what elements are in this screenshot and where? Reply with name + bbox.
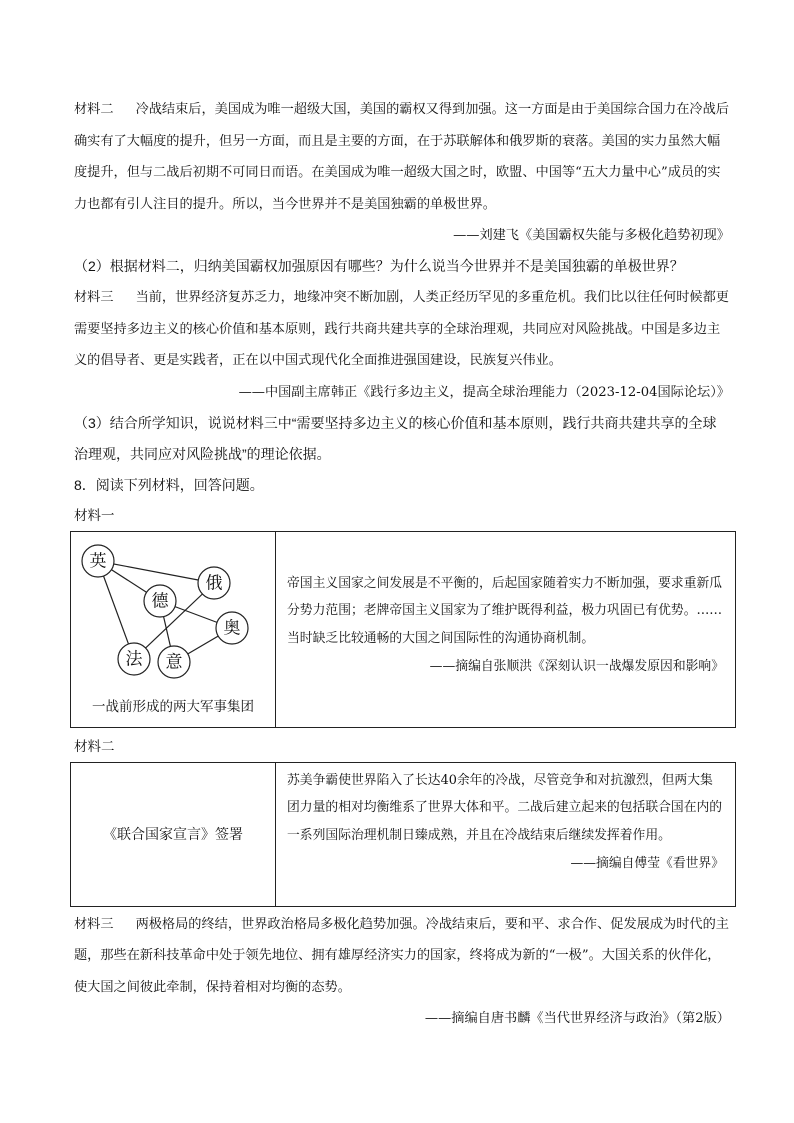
question-2: （2）根据材料二，归纳美国霸权加强原因有哪些？为什么说当今世界并不是美国独霸的单极世界？ — [74, 258, 684, 274]
material2-paragraph — [74, 94, 730, 220]
node-austria: 奥 — [223, 618, 241, 637]
diagram-caption: 一战前形成的两大军事集团 — [92, 698, 254, 714]
material3-paragraph — [74, 282, 730, 377]
material2-source: ——刘建飞《美国霸权失能与多极化趋势初现》 — [453, 228, 730, 243]
m2-text: 苏美争霸使世界陷入了长达40余年的冷战，尽管竞争和对抗激烈，但两大集团力量的相对均衡维系了世界大体和平。二战后建立起来的包括联合国在内的一系列国际治理机制日臻成熟，并且在冷战结束后继续发挥着作用。 — [287, 772, 723, 843]
node-italy: 意 — [165, 652, 183, 671]
node-uk: 英 — [89, 551, 107, 570]
alliance-diagram — [72, 533, 274, 691]
material3-bottom-tag: 材料三 — [74, 916, 114, 932]
material3-text: 当前，世界经济复苏乏力，地缘冲突不断加剧，人类正经历罕见的多重危机。我们比以往任何时候都更需要坚持多边主义的核心价值和基本原则，践行共商共建共享的全球治理观，共同应对风险挑战。中国是多边主义的倡导者、更是实践者，正在以中国式现代化全面推进强国建设，民族复兴伟业。 — [74, 290, 729, 368]
declaration-cell: 《联合国家宣言》签署 — [71, 762, 276, 906]
m1-text: 帝国主义国家之间发展是不平衡的，后起国家随着实力不断加强，要求重新瓜分势力范围；老牌帝国主义国家为了维护既得利益，极力巩固已有优势。……当时缺乏比较通畅的大国之间国际性的沟通协商机制。 — [287, 575, 723, 646]
material3-bottom-text: 两极格局的终结，世界政治格局多极化趋势加强。冷战结束后，要和平、求合作、促发展成为时代的主题，那些在新科技革命中处于领先地位、拥有雄厚经济实力的国家，终将成为新的“一极”。大国关系的伙伴化，使大国之间彼此牵制，保持着相对均衡的态势。 — [74, 916, 729, 995]
material2-text: 冷战结束后，美国成为唯一超级大国，美国的霸权又得到加强。这一方面是由于美国综合国力在冷战后确实有了大幅度的提升，但另一方面，而且是主要的方面，在于苏联解体和俄罗斯的衰落。美国的实力虽然大幅度提升，但与二战后初期不可同日而语。在美国成为唯一超级大国之时，欧盟、中国等“五大力量中心”成员的实力也都有引人注目的提升。所以，当今世界并不是美国独霸的单极世界。 — [74, 102, 729, 212]
material2-text-cell — [276, 762, 736, 906]
material3-source: ——中国副主席韩正《践行多边主义，提高全球治理能力（2023-12-04国际论坛）》 — [238, 384, 730, 400]
m1-source: ——摘编自张顺洪《深刻认识一战爆发原因和影响》 — [429, 659, 724, 674]
m2-source: ——摘编自傅莹《看世界》 — [570, 856, 724, 871]
material2-table — [70, 762, 736, 907]
material1-table — [70, 531, 736, 728]
material2-tag: 材料二 — [74, 102, 114, 117]
alliance-diagram-cell — [71, 531, 276, 727]
material1-text-cell — [276, 531, 736, 727]
m2-label: 材料二 — [74, 738, 115, 754]
node-germany: 德 — [151, 591, 169, 610]
node-russia: 俄 — [205, 573, 223, 592]
m1-label: 材料一 — [74, 507, 115, 523]
question-3: （3）结合所学知识，说说材料三中“需要坚持多边主义的核心价值和基本原则，践行共商共建共享的全球治理观，共同应对风险挑战”的理论依据。 — [74, 414, 717, 462]
page-content — [74, 94, 730, 1034]
node-france: 法 — [125, 649, 143, 668]
question-8: 8．阅读下列材料，回答问题。 — [74, 476, 264, 493]
material3-tag: 材料三 — [74, 290, 114, 305]
material3-bottom-source: ——摘编自唐书麟《当代世界经济与政治》（第2版） — [424, 1011, 730, 1026]
material3-bottom-paragraph — [74, 909, 730, 1004]
